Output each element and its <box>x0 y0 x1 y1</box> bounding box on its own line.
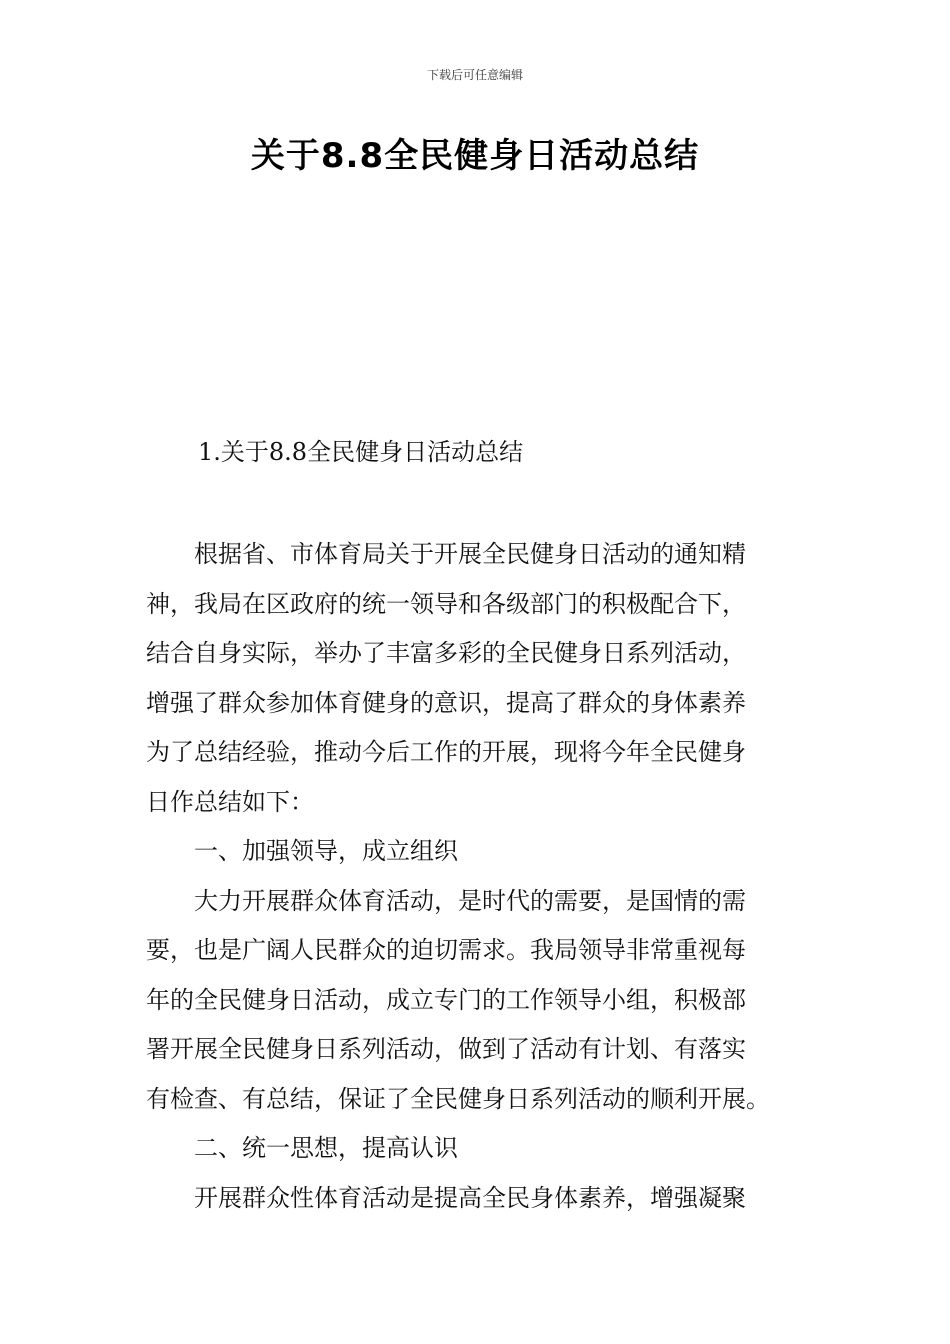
subheading-two <box>146 1124 806 1174</box>
document-body <box>146 530 806 1223</box>
text-line: 二、统一思想，提高认识 <box>194 1134 458 1162</box>
text-line: 结合自身实际，举办了丰富多彩的全民健身日系列活动， <box>146 639 746 667</box>
text-line: 年的全民健身日活动，成立专门的工作领导小组，积极部 <box>146 985 746 1014</box>
paragraph-leadership <box>146 877 806 1125</box>
text-line: 日作总结如下： <box>146 787 314 816</box>
document-title: 关于8.8全民健身日活动总结 <box>250 136 700 176</box>
text-line: 要，也是广阔人民群众的迫切需求。我局领导非常重视每 <box>146 936 746 964</box>
paragraph-awareness <box>146 1174 806 1224</box>
text-line: 为了总结经验，推动今后工作的开展，现将今年全民健身 <box>146 738 746 766</box>
subheading-one <box>146 827 806 877</box>
text-line: 署开展全民健身日系列活动，做到了活动有计划、有落实 <box>146 1035 746 1063</box>
text-line: 根据省、市体育局关于开展全民健身日活动的通知精 <box>194 540 746 568</box>
paragraph-intro <box>146 530 806 827</box>
text-line: 一、加强领导，成立组织 <box>194 837 458 865</box>
text-line: 大力开展群众体育活动，是时代的需要，是国情的需 <box>194 886 746 915</box>
section-heading: 1.关于8.8全民健身日活动总结 <box>198 438 524 466</box>
header-note: 下载后可任意编辑 <box>426 68 523 82</box>
text-line: 开展群众性体育活动是提高全民身体素养，增强凝聚 <box>194 1183 746 1212</box>
text-line: 有检查、有总结，保证了全民健身日系列活动的顺利开展。 <box>146 1084 770 1113</box>
text-line: 增强了群众参加体育健身的意识，提高了群众的身体素养 <box>146 688 746 717</box>
text-line: 神，我局在区政府的统一领导和各级部门的积极配合下， <box>146 589 746 618</box>
